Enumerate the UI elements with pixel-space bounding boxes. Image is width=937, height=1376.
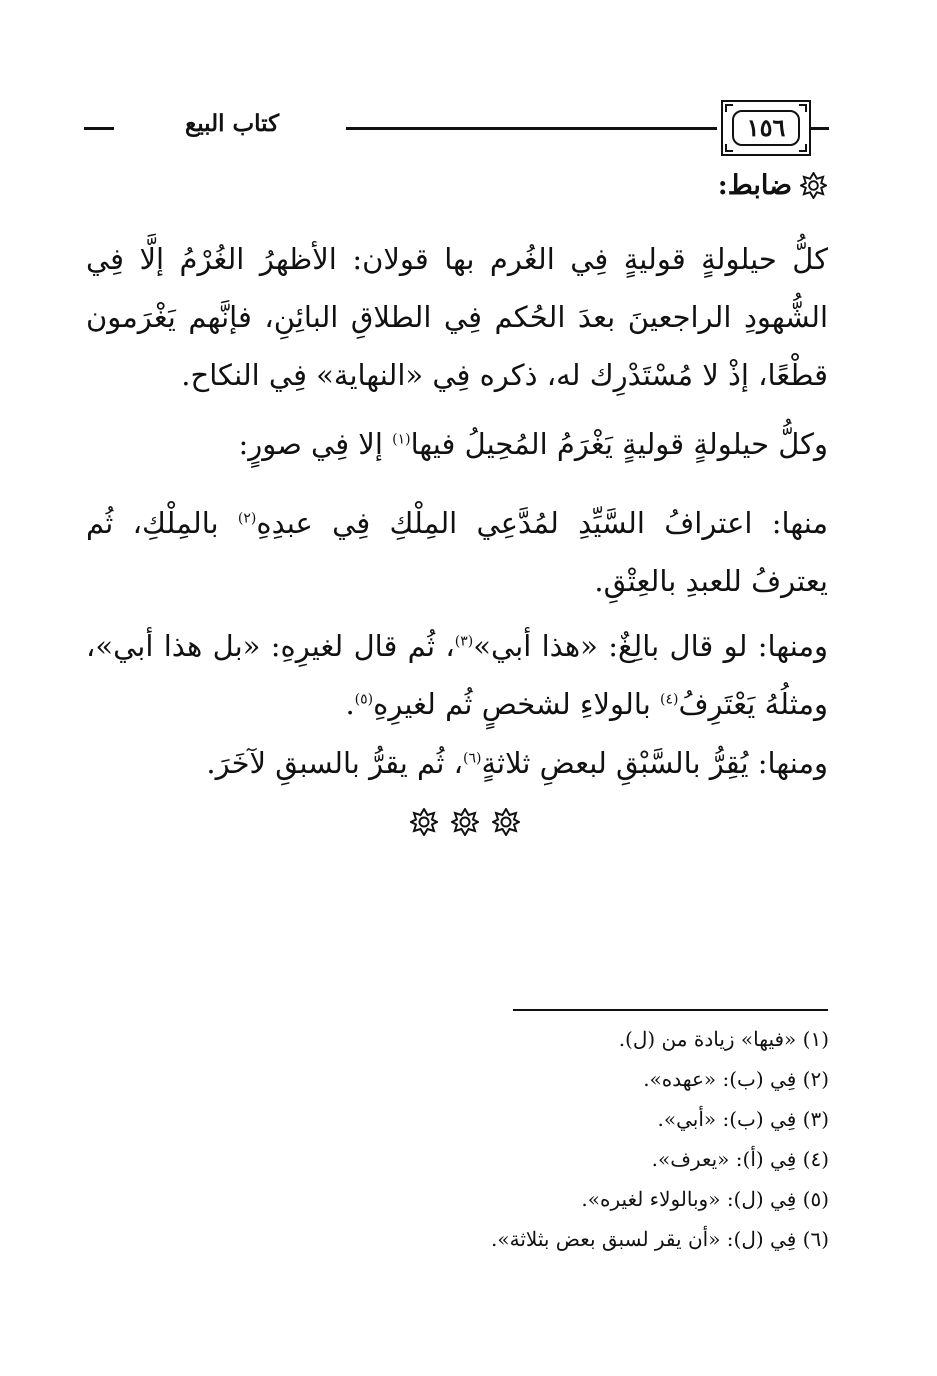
header-rule-long <box>346 127 717 130</box>
header-rule-right <box>811 127 829 130</box>
paragraph-text <box>86 734 828 792</box>
page-number-frame <box>721 100 811 156</box>
text-run: ، ثُم يقرُّ بالسبقِ لآخَرَ. <box>206 746 463 780</box>
footnote-item: (٢) فِي (ب): «عهده». <box>643 1067 829 1091</box>
footnote-ref: (١) <box>392 431 411 448</box>
text-run: منها: اعترافُ السَّيِّدِ لمُدَّعِي المِلْكِ فِي عبدِهِ <box>256 506 829 540</box>
text-run: ومنها: يُقِرُّ بالسَّبْقِ لبعضِ ثلاثةٍ <box>481 746 828 780</box>
book-title: كتاب البيع <box>184 110 280 137</box>
paragraph-text <box>86 617 828 733</box>
footnote-item: (٥) فِي (ل): «وبالولاء لغيره». <box>581 1187 829 1211</box>
paragraph-exceptions <box>86 415 828 473</box>
text-run: بالولاءِ لشخصٍ ثُم لغيرِهِ <box>373 687 660 721</box>
frame-corner <box>799 144 807 152</box>
footnote-ref: (٥) <box>354 691 374 708</box>
frame-corner <box>725 144 733 152</box>
frame-corner <box>799 104 807 112</box>
paragraph-case-2 <box>86 617 828 733</box>
star-ornament-icon <box>800 172 827 199</box>
text-run: إلا فِي صورٍ: <box>238 427 393 461</box>
footnote-item: (٤) فِي (أ): «يعرف». <box>651 1147 829 1171</box>
text-run: ، ثُم قال لغيرِهِ: «بل هذا أبي»، ومثلُهُ يَعْتَرِفُ <box>86 629 828 721</box>
text-run: بالمِلْكِ، ثُم يعترفُ للعبدِ بالعِتْقِ. <box>86 506 828 598</box>
header-rule-left <box>84 127 114 130</box>
paragraph-case-1 <box>86 494 828 610</box>
paragraph-text: كلُّ حيلولةٍ قوليةٍ فِي الغُرم بها قولان: الأظهرُ الغُرْمُ إلَّا فِي الشُّهودِ الراجعينَ بعدَ الحُكم فِي الطلاقِ البائِنِ، فإنَّهم يَغْرَمون قطْعًا، إذْ لا مُسْتَدْرِك له، ذكره فِي «النهاية» فِي النكاح. <box>86 242 829 392</box>
text-run: ومنها: لو قال بالِغٌ: «هذا أبي» <box>473 629 828 663</box>
footnote-separator <box>513 1009 828 1011</box>
footnote-ref: (٤) <box>660 691 679 708</box>
paragraph-text <box>86 494 828 610</box>
paragraph-text <box>86 415 828 473</box>
section-heading <box>718 170 827 201</box>
star-ornament-icon <box>410 808 438 836</box>
footnote-item: (٦) فِي (ل): «أن يقر لسبق بعض بثلاثة». <box>491 1227 829 1251</box>
footnote-item: (٣) فِي (ب): «أبي». <box>657 1107 829 1131</box>
text-run: . <box>345 687 355 721</box>
star-ornament-icon <box>492 808 520 836</box>
section-heading-text: ضابط: <box>717 170 792 201</box>
page-header <box>84 100 829 158</box>
paragraph-rule <box>86 230 828 404</box>
paragraph-case-3 <box>86 734 828 792</box>
footnote-ref: (٦) <box>463 750 482 767</box>
footnotes-list <box>329 1019 829 1259</box>
footnote-ref: (٣) <box>454 633 474 650</box>
footnote-item: (١) «فيها» زيادة من (ل). <box>618 1027 829 1051</box>
page-number: ١٥٦ <box>732 110 800 146</box>
text-run: وكلُّ حيلولةٍ قوليةٍ يَغْرَمُ المُحِيلُ فيها <box>410 427 828 461</box>
footnote-ref: (٢) <box>237 510 257 527</box>
frame-corner <box>725 104 733 112</box>
star-ornament-icon <box>451 808 479 836</box>
section-end-ornament <box>410 806 520 838</box>
